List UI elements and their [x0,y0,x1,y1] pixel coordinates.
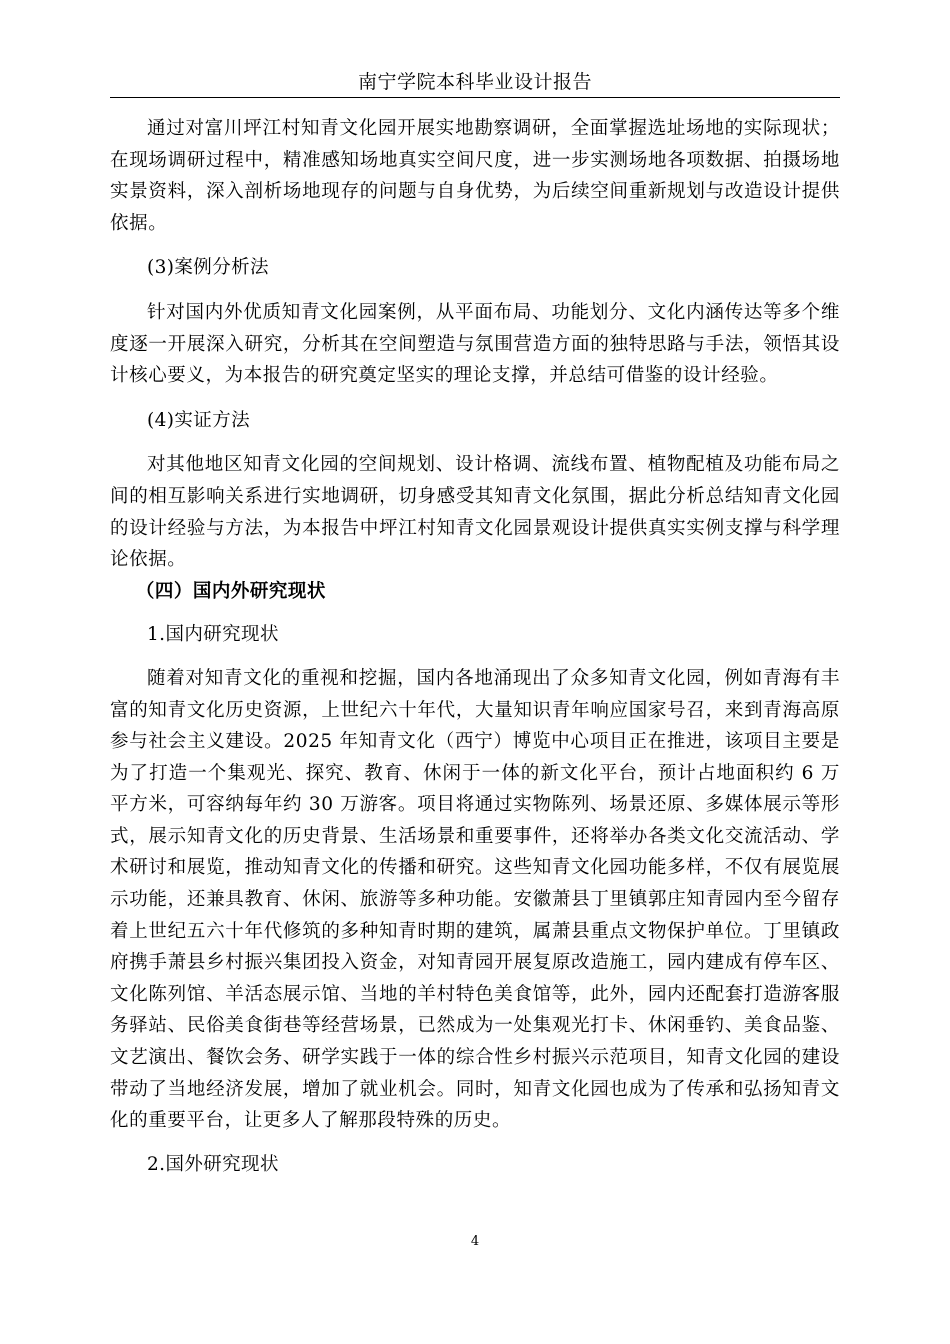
subheading-domestic-research: 1.国内研究现状 [147,624,279,646]
document-body [110,113,840,1180]
page-number: 4 [470,1234,480,1249]
subheading-foreign-research: 2.国外研究现状 [147,1153,279,1175]
paragraph-case-analysis: 针对国内外优质知青文化园案例，从平面布局、功能划分、文化内涵传达等多个维度逐一开展深入研究，分析其在空间塑造与氛围营造方面的独特思路与手法，领悟其设计核心要义，为本报告的研究奠定坚实的理论支撑，并总结可借鉴的设计经验。 [110,301,840,387]
subheading-empirical-method: (4)实证方法 [147,409,251,431]
subheading-case-analysis: (3)案例分析法 [147,257,269,279]
paragraph-field-survey: 通过对富川坪江村知青文化园开展实地勘察调研，全面掌握选址场地的实际现状；在现场调研过程中，精准感知场地真实空间尺度，进一步实测场地各项数据、拍摄场地实景资料，深入剖析场地现存的问题与自身优势，为后续空间重新规划与改造设计提供依据。 [110,118,840,234]
paragraph-empirical-method: 对其他地区知青文化园的空间规划、设计格调、流线布置、植物配植及功能布局之间的相互影响关系进行实地调研，切身感受其知青文化氛围，据此分析总结知青文化园的设计经验与方法，为本报告中坪江村知青文化园景观设计提供真实实例支撑与科学理论依据。 [110,454,840,571]
page-header [110,60,840,98]
page-header-title: 南宁学院本科毕业设计报告 [357,71,592,93]
section-heading-research-status: （四）国内外研究现状 [135,580,326,602]
paragraph-domestic-research: 随着对知青文化的重视和挖掘，国内各地涌现出了众多知青文化园，例如青海有丰富的知青文化历史资源，上世纪六十年代，大量知识青年响应国家号召，来到青海高原参与社会主义建设。2025 年知青文化（西宁）博览中心项目正在推进，该项目主要是为了打造一个集观光、探究、教育、休闲于一体的新文化平台，预计占地面积约 6 万平方米，可容纳每年约 30 万游客。项目将通过实物陈列、场景还原、多媒体展示等形式，展示知青文化的历史背景、生活场景和重要事件，还将举办各类文化交流活动、学术研讨和展览，推动知青文化的传播和研究。这些知青文化园功能多样，不仅有展览展示功能，还兼具教育、休闲、旅游等多种功能。安徽萧县丁里镇郭庄知青园内至今留存着上世纪五六十年代修筑的多种知青时期的建筑，属萧县重点文物保护单位。丁里镇政府携手萧县乡村振兴集团投入资金，对知青园开展复原改造施工，园内建成有停车区、文化陈列馆、羊活态展示馆、当地的羊村特色美食馆等，此外，园内还配套打造游客服务驿站、民俗美食街巷等经营场景，已然成为一处集观光打卡、休闲垂钓、美食品鉴、文艺演出、餐饮会务、研学实践于一体的综合性乡村振兴示范项目，知青文化园的建设带动了当地经济发展，增加了就业机会。同时，知青文化园也成为了传承和弘扬知青文化的重要平台，让更多人了解那段特殊的历史。 [110,667,840,1132]
